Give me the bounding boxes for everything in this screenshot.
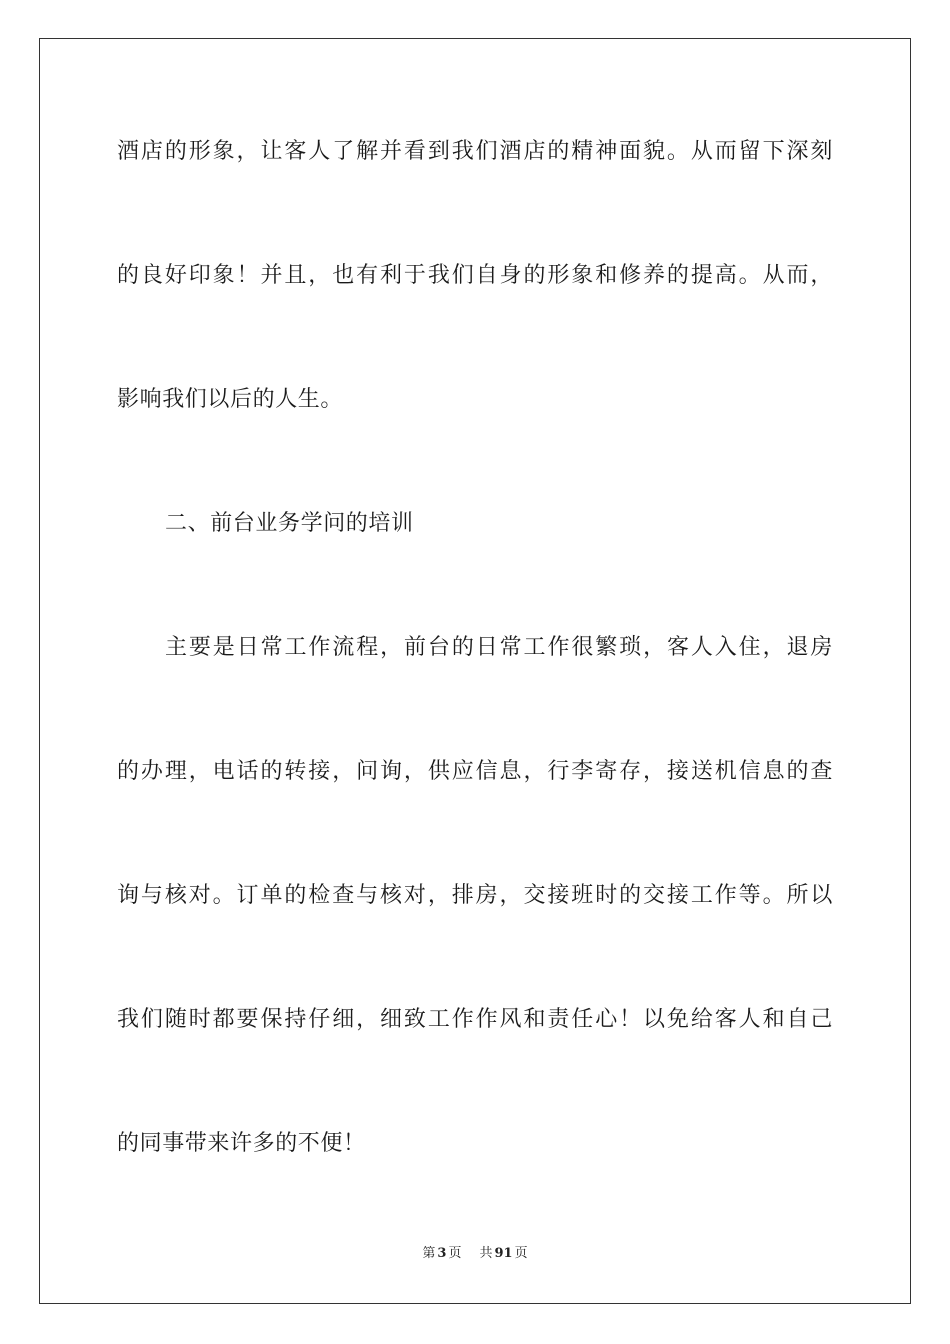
paragraph-line: 酒店的形象，让客人了解并看到我们酒店的精神面貌。从而留下深刻 — [117, 139, 833, 164]
total-prefix: 共 — [479, 1246, 493, 1261]
paragraph-line: 影响我们以后的人生。 — [117, 387, 344, 412]
paragraph-line: 我们随时都要保持仔细，细致工作作风和责任心！以免给客人和自己 — [117, 1007, 833, 1032]
paragraph-line: 的良好印象！并且，也有利于我们自身的形象和修养的提高。从而， — [117, 263, 833, 288]
total-unit: 页 — [514, 1246, 528, 1261]
total-pages: 91 — [494, 1246, 513, 1261]
page-prefix: 第 — [422, 1246, 436, 1261]
page-unit: 页 — [448, 1246, 462, 1261]
page-footer — [0, 1245, 950, 1263]
page-border — [39, 38, 911, 1304]
section-heading: 二、前台业务学问的培训 — [165, 511, 414, 536]
paragraph-line: 的同事带来许多的不便！ — [117, 1131, 366, 1156]
paragraph-line: 主要是日常工作流程，前台的日常工作很繁琐，客人入住，退房 — [165, 635, 833, 660]
paragraph-line: 的办理，电话的转接，问询，供应信息，行李寄存，接送机信息的查 — [117, 759, 833, 784]
page-number: 3 — [437, 1246, 447, 1261]
paragraph-line: 询与核对。订单的检查与核对，排房，交接班时的交接工作等。所以 — [117, 883, 833, 908]
